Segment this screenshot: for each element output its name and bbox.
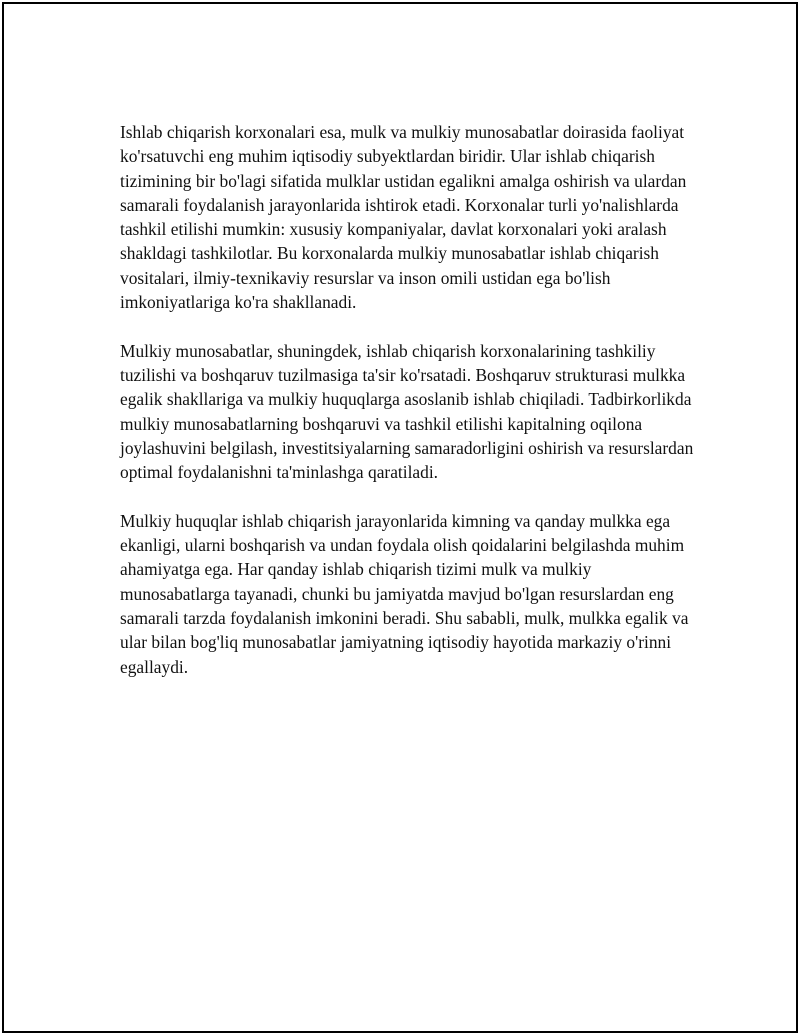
body-text	[120, 120, 700, 703]
paragraph-2: Mulkiy munosabatlar, shuningdek, ishlab chiqarish korxonalarining tashkiliy tuzilishi va boshqaruv tuzilmasiga ta'sir ko'rsatadi. Boshqaruv strukturasi mulkka egalik shakllariga va mulkiy huquqlarga asoslanib ishlab chiqiladi. Tadbirkorlikda mulkiy munosabatlarning boshqaruvi va tashkil etilishi kapitalning oqilona joylashuvini belgilash, investitsiyalarning samaradorligini oshirish va resurslardan optimal foydalanishni ta'minlashga qaratiladi.	[120, 340, 694, 483]
paragraph-1: Ishlab chiqarish korxonalari esa, mulk va mulkiy munosabatlar doirasida faoliyat ko'rsatuvchi eng muhim iqtisodiy subyektlardan biridir. Ular ishlab chiqarish tizimining bir bo'lagi sifatida mulklar ustidan egalikni amalga oshirish va ulardan samarali foydalanish jarayonlarida ishtirok etadi. Korxonalar turli yo'nalishlarda tashkil etilishi mumkin: xususiy kompaniyalar, davlat korxonalari yoki aralash shakldagi tashkilotlar. Bu korxonalarda mulkiy munosabatlar ishlab chiqarish vositalari, ilmiy-texnikaviy resurslar va inson omili ustidan ega bo'lish imkoniyatlariga ko'ra shakllanadi.	[120, 122, 687, 313]
paragraph-3: Mulkiy huquqlar ishlab chiqarish jarayonlarida kimning va qanday mulkka ega ekanligi, ularni boshqarish va undan foydala olish qoidalarini belgilashda muhim ahamiyatga ega. Har qanday ishlab chiqarish tizimi mulk va mulkiy munosabatlarga tayanadi, chunki bu jamiyatda mavjud bo'lgan resurslardan eng samarali tarzda foydalanish imkonini beradi. Shu sababli, mulk, mulkka egalik va ular bilan bog'liq munosabatlar jamiyatning iqtisodiy hayotida markaziy o'rinni egallaydi.	[120, 510, 689, 677]
page-frame	[2, 2, 798, 1033]
